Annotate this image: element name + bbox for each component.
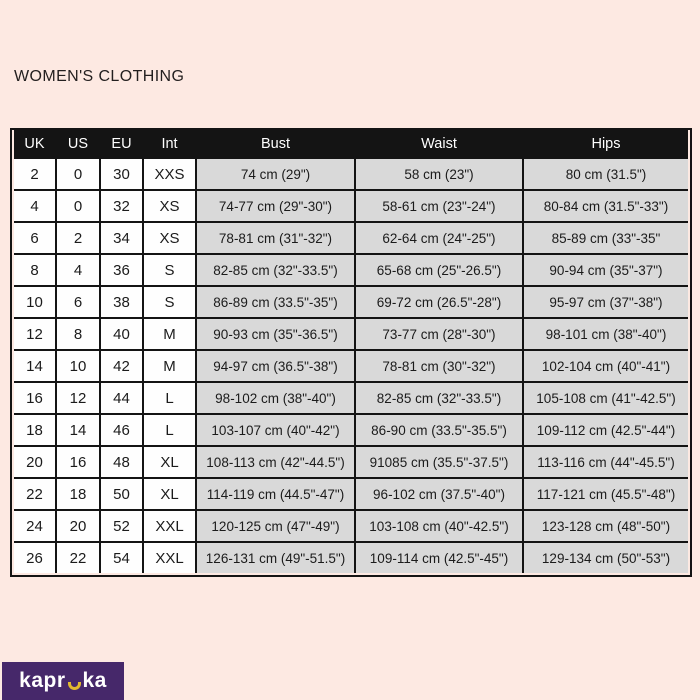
column-header-uk: UK <box>14 130 55 157</box>
table-cell: 80 cm (31.5") <box>524 159 688 189</box>
page-title: WOMEN'S CLOTHING <box>14 68 185 85</box>
table-cell: 30 <box>101 159 142 189</box>
table-cell: 80-84 cm (31.5"-33") <box>524 191 688 221</box>
table-cell: 114-119 cm (44.5"-47") <box>197 479 354 509</box>
table-cell: 26 <box>14 543 55 573</box>
table-cell: 10 <box>14 287 55 317</box>
table-cell: XL <box>144 447 195 477</box>
table-cell: 2 <box>14 159 55 189</box>
table-cell: 20 <box>14 447 55 477</box>
table-cell: 78-81 cm (30"-32") <box>356 351 522 381</box>
table-cell: 74-77 cm (29"-30") <box>197 191 354 221</box>
table-cell: 108-113 cm (42"-44.5") <box>197 447 354 477</box>
table-cell: 38 <box>101 287 142 317</box>
table-cell: 24 <box>14 511 55 541</box>
table-cell: 90-93 cm (35"-36.5") <box>197 319 354 349</box>
table-cell: 105-108 cm (41"-42.5") <box>524 383 688 413</box>
column-header-int: Int <box>144 130 195 157</box>
table-cell: 4 <box>14 191 55 221</box>
table-cell: XXL <box>144 511 195 541</box>
table-cell: 120-125 cm (47"-49") <box>197 511 354 541</box>
table-cell: 42 <box>101 351 142 381</box>
size-table-grid <box>14 130 688 573</box>
table-cell: 73-77 cm (28"-30") <box>356 319 522 349</box>
table-cell: 103-107 cm (40"-42") <box>197 415 354 445</box>
table-cell: 85-89 cm (33"-35" <box>524 223 688 253</box>
table-cell: 32 <box>101 191 142 221</box>
table-cell: 91085 cm (35.5"-37.5") <box>356 447 522 477</box>
table-cell: 52 <box>101 511 142 541</box>
table-cell: 20 <box>57 511 99 541</box>
table-cell: 86-90 cm (33.5"-35.5") <box>356 415 522 445</box>
table-cell: 82-85 cm (32"-33.5") <box>356 383 522 413</box>
table-cell: 16 <box>57 447 99 477</box>
table-cell: 126-131 cm (49"-51.5") <box>197 543 354 573</box>
table-cell: L <box>144 415 195 445</box>
table-cell: 54 <box>101 543 142 573</box>
table-cell: 129-134 cm (50"-53") <box>524 543 688 573</box>
table-cell: 90-94 cm (35"-37") <box>524 255 688 285</box>
table-cell: M <box>144 319 195 349</box>
table-cell: 12 <box>57 383 99 413</box>
table-cell: 109-112 cm (42.5"-44") <box>524 415 688 445</box>
table-cell: 0 <box>57 159 99 189</box>
table-cell: 10 <box>57 351 99 381</box>
table-cell: 8 <box>14 255 55 285</box>
table-cell: 44 <box>101 383 142 413</box>
table-cell: M <box>144 351 195 381</box>
table-cell: 6 <box>14 223 55 253</box>
column-header-bust: Bust <box>197 130 354 157</box>
column-header-us: US <box>57 130 99 157</box>
table-cell: 4 <box>57 255 99 285</box>
column-header-waist: Waist <box>356 130 522 157</box>
table-cell: 18 <box>14 415 55 445</box>
table-cell: XS <box>144 191 195 221</box>
table-cell: 82-85 cm (32"-33.5") <box>197 255 354 285</box>
table-cell: 40 <box>101 319 142 349</box>
table-cell: 78-81 cm (31"-32") <box>197 223 354 253</box>
column-header-hips: Hips <box>524 130 688 157</box>
table-cell: L <box>144 383 195 413</box>
logo-text-left: kapr <box>19 669 66 692</box>
table-cell: 117-121 cm (45.5"-48") <box>524 479 688 509</box>
table-cell: 12 <box>14 319 55 349</box>
table-cell: XXL <box>144 543 195 573</box>
table-cell: 18 <box>57 479 99 509</box>
table-cell: 74 cm (29") <box>197 159 354 189</box>
table-cell: 0 <box>57 191 99 221</box>
table-cell: 46 <box>101 415 142 445</box>
column-header-eu: EU <box>101 130 142 157</box>
table-cell: 69-72 cm (26.5"-28") <box>356 287 522 317</box>
table-cell: 36 <box>101 255 142 285</box>
logo-text-right: ka <box>82 669 107 692</box>
table-cell: 96-102 cm (37.5"-40") <box>356 479 522 509</box>
table-cell: 98-101 cm (38"-40") <box>524 319 688 349</box>
table-cell: 95-97 cm (37"-38") <box>524 287 688 317</box>
table-cell: 2 <box>57 223 99 253</box>
table-cell: 14 <box>14 351 55 381</box>
table-cell: 16 <box>14 383 55 413</box>
table-cell: 50 <box>101 479 142 509</box>
smile-icon <box>68 682 81 690</box>
table-cell: 113-116 cm (44"-45.5") <box>524 447 688 477</box>
table-cell: 58 cm (23") <box>356 159 522 189</box>
table-cell: XL <box>144 479 195 509</box>
table-cell: 8 <box>57 319 99 349</box>
table-cell: S <box>144 287 195 317</box>
table-cell: 58-61 cm (23"-24") <box>356 191 522 221</box>
table-cell: 94-97 cm (36.5"-38") <box>197 351 354 381</box>
table-cell: 34 <box>101 223 142 253</box>
table-cell: 65-68 cm (25"-26.5") <box>356 255 522 285</box>
table-cell: XS <box>144 223 195 253</box>
table-cell: 86-89 cm (33.5"-35") <box>197 287 354 317</box>
size-table <box>10 128 692 577</box>
table-cell: 22 <box>57 543 99 573</box>
table-cell: S <box>144 255 195 285</box>
table-cell: 109-114 cm (42.5"-45") <box>356 543 522 573</box>
kapruka-logo <box>2 662 124 700</box>
table-cell: 48 <box>101 447 142 477</box>
table-cell: 102-104 cm (40"-41") <box>524 351 688 381</box>
table-cell: 22 <box>14 479 55 509</box>
table-cell: 14 <box>57 415 99 445</box>
table-cell: 103-108 cm (40"-42.5") <box>356 511 522 541</box>
table-cell: 6 <box>57 287 99 317</box>
table-cell: 123-128 cm (48"-50") <box>524 511 688 541</box>
table-cell: 62-64 cm (24"-25") <box>356 223 522 253</box>
table-cell: XXS <box>144 159 195 189</box>
table-cell: 98-102 cm (38"-40") <box>197 383 354 413</box>
